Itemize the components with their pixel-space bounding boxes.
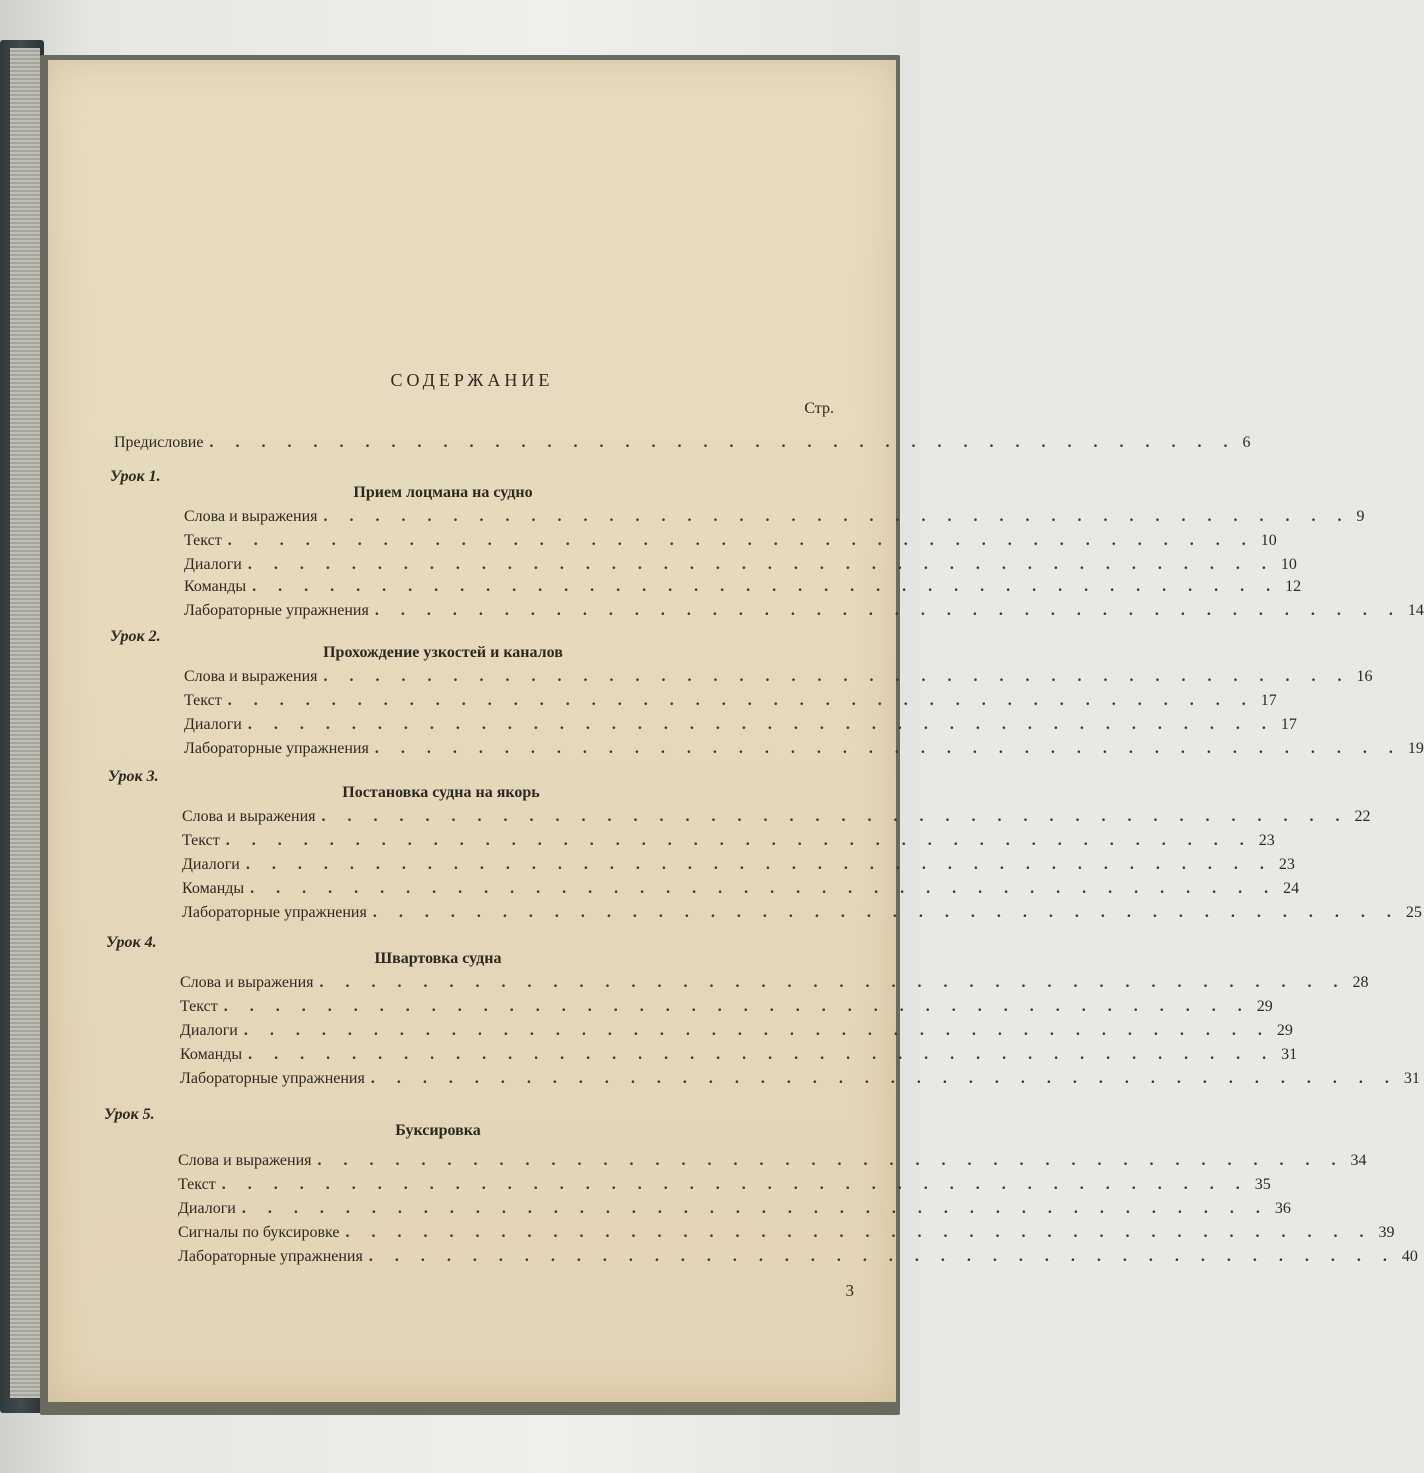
toc-entry (182, 808, 1371, 830)
toc-entry-page: 29 (1256, 998, 1273, 1015)
lesson-label: Урок 2. (110, 628, 161, 645)
toc-entry-label: Слова и выражения (184, 668, 318, 685)
toc-entry-label: Текст (182, 832, 220, 849)
toc-entry-page: 6 (1242, 434, 1251, 451)
toc-entry (180, 1046, 1298, 1068)
toc-entry-page: 9 (1356, 508, 1365, 525)
leader-dots: . . . . . . . . . . . . . . . . . . . . . . . . . . . . . . . . . . . . . . . . (209, 434, 1237, 451)
toc-entry (180, 974, 1369, 996)
toc-entry-label: Команды (184, 578, 247, 595)
leader-dots: . . . . . . . . . . . . . . . . . . . . . . . . . . . . . . . . . . . . . . . . (321, 808, 1349, 825)
leader-dots: . . . . . . . . . . . . . . . . . . . . . . . . . . . . . . . . . . . . . . . . (323, 508, 1351, 525)
lesson-subtitle: Постановка судна на якорь (342, 784, 540, 801)
toc-entry-label: Лабораторные упражнения (180, 1070, 365, 1087)
toc-entry-page: 22 (1354, 808, 1371, 825)
leader-dots: . . . . . . . . . . . . . . . . . . . . . . . . . . . . . . . . . . . . . . . . (227, 532, 1255, 549)
lesson-label: Урок 3. (108, 768, 159, 785)
leader-dots: . . . . . . . . . . . . . . . . . . . . . . . . . . . . . . . . . . . . . . . . (248, 1046, 1276, 1063)
toc-entry-label: Слова и выражения (182, 808, 316, 825)
lesson-label: Урок 1. (110, 468, 161, 485)
leader-dots: . . . . . . . . . . . . . . . . . . . . . . . . . . . . . . . . . . . . . . . . (252, 578, 1280, 595)
toc-entry-page: 14 (1407, 602, 1424, 619)
leader-dots: . . . . . . . . . . . . . . . . . . . . . . . . . . . . . . . . . . . . . . . . (370, 1070, 1398, 1087)
toc-entry-label: Слова и выражения (180, 974, 314, 991)
toc-entry-page: 23 (1278, 856, 1295, 873)
toc-entry (178, 1152, 1367, 1174)
toc-entry-page: 29 (1276, 1022, 1293, 1039)
toc-entry (184, 556, 1297, 578)
toc-entry-page: 31 (1281, 1046, 1298, 1063)
toc-entry-page: 35 (1254, 1176, 1271, 1193)
leader-dots: . . . . . . . . . . . . . . . . . . . . . . . . . . . . . . . . . . . . . . . . (225, 832, 1253, 849)
lesson-subtitle: Швартовка судна (374, 950, 502, 967)
toc-entry-label: Лабораторные упражнения (182, 904, 367, 921)
page-number: 3 (845, 1281, 854, 1300)
toc-entry-label: Диалоги (184, 716, 242, 733)
toc-entry-label: Слова и выражения (178, 1152, 312, 1169)
toc-entry (182, 856, 1295, 878)
leader-dots: . . . . . . . . . . . . . . . . . . . . . . . . . . . . . . . . . . . . . . . . (223, 998, 1251, 1015)
leader-dots: . . . . . . . . . . . . . . . . . . . . . . . . . . . . . . . . . . . . . . . . (241, 1200, 1269, 1217)
toc-entry-label: Текст (178, 1176, 216, 1193)
toc-entry (178, 1200, 1291, 1222)
toc-entry (178, 1248, 1418, 1270)
toc-entry-page: 39 (1378, 1224, 1395, 1241)
table-of-contents (48, 60, 1424, 1402)
book-page (48, 60, 1424, 1402)
toc-entry (184, 668, 1373, 690)
toc-entry-page: 25 (1405, 904, 1422, 921)
toc-entry-page: 24 (1283, 880, 1300, 897)
toc-entry (184, 740, 1424, 762)
toc-entry-preface (114, 434, 1251, 456)
leader-dots: . . . . . . . . . . . . . . . . . . . . . . . . . . . . . . . . . . . . . . . . (368, 1248, 1396, 1265)
toc-entry-label: Сигналы по буксировке (178, 1224, 340, 1241)
toc-entry (178, 1224, 1395, 1246)
toc-entry-label: Диалоги (178, 1200, 236, 1217)
toc-entry (182, 904, 1422, 926)
toc-entry (178, 1176, 1271, 1198)
spine-binding (10, 48, 40, 1398)
toc-entry-label: Диалоги (182, 856, 240, 873)
lesson-subtitle: Буксировка (395, 1122, 481, 1139)
lesson-label: Урок 4. (106, 934, 157, 951)
toc-entry-page: 28 (1352, 974, 1369, 991)
toc-entry-page: 40 (1401, 1248, 1418, 1265)
lesson-subtitle: Прием лоцмана на судно (353, 484, 533, 501)
leader-dots: . . . . . . . . . . . . . . . . . . . . . . . . . . . . . . . . . . . . . . . . (319, 974, 1347, 991)
toc-entry-label: Предисловие (114, 434, 204, 451)
toc-entry-label: Лабораторные упражнения (178, 1248, 363, 1265)
toc-entry-label: Диалоги (184, 556, 242, 573)
toc-entry (184, 716, 1297, 738)
lesson-label: Урок 5. (104, 1106, 155, 1123)
toc-entry-page: 31 (1403, 1070, 1420, 1087)
toc-entry-label: Текст (184, 532, 222, 549)
toc-entry-page: 23 (1258, 832, 1275, 849)
leader-dots: . . . . . . . . . . . . . . . . . . . . . . . . . . . . . . . . . . . . . . . . (247, 556, 1275, 573)
toc-entry-page: 17 (1260, 692, 1277, 709)
toc-entry-page: 36 (1274, 1200, 1291, 1217)
toc-entry-page: 10 (1280, 556, 1297, 573)
toc-entry (180, 1022, 1293, 1044)
toc-entry (184, 578, 1302, 600)
toc-entry (182, 832, 1275, 854)
toc-entry (180, 1070, 1420, 1092)
toc-entry-label: Текст (180, 998, 218, 1015)
toc-entry-label: Лабораторные упражнения (184, 602, 369, 619)
toc-entry-label: Текст (184, 692, 222, 709)
toc-entry-page: 10 (1260, 532, 1277, 549)
toc-entry-page: 12 (1285, 578, 1302, 595)
toc-entry-label: Лабораторные упражнения (184, 740, 369, 757)
toc-entry (184, 692, 1277, 714)
toc-entry-label: Команды (182, 880, 245, 897)
toc-entry-page: 17 (1280, 716, 1297, 733)
toc-entry (184, 508, 1365, 530)
leader-dots: . . . . . . . . . . . . . . . . . . . . . . . . . . . . . . . . . . . . . . . . (317, 1152, 1345, 1169)
toc-entry-label: Слова и выражения (184, 508, 318, 525)
lesson-subtitle: Прохождение узкостей и каналов (323, 644, 563, 661)
toc-entry-label: Команды (180, 1046, 243, 1063)
leader-dots: . . . . . . . . . . . . . . . . . . . . . . . . . . . . . . . . . . . . . . . . (221, 1176, 1249, 1193)
leader-dots: . . . . . . . . . . . . . . . . . . . . . . . . . . . . . . . . . . . . . . . . (323, 668, 1351, 685)
toc-entry-page: 16 (1356, 668, 1373, 685)
toc-entry-page: 34 (1350, 1152, 1367, 1169)
leader-dots: . . . . . . . . . . . . . . . . . . . . . . . . . . . . . . . . . . . . . . . . (372, 904, 1400, 921)
toc-entry-page: 19 (1407, 740, 1424, 757)
leader-dots: . . . . . . . . . . . . . . . . . . . . . . . . . . . . . . . . . . . . . . . . (250, 880, 1278, 897)
leader-dots: . . . . . . . . . . . . . . . . . . . . . . . . . . . . . . . . . . . . . . . . (247, 716, 1275, 733)
leader-dots: . . . . . . . . . . . . . . . . . . . . . . . . . . . . . . . . . . . . . . . . (243, 1022, 1271, 1039)
leader-dots: . . . . . . . . . . . . . . . . . . . . . . . . . . . . . . . . . . . . . . . . (245, 856, 1273, 873)
page-column-label: Стр. (804, 400, 834, 417)
toc-entry-label: Диалоги (180, 1022, 238, 1039)
leader-dots: . . . . . . . . . . . . . . . . . . . . . . . . . . . . . . . . . . . . . . . . (227, 692, 1255, 709)
leader-dots: . . . . . . . . . . . . . . . . . . . . . . . . . . . . . . . . . . . . . . . . (345, 1224, 1373, 1241)
toc-entry (184, 602, 1424, 624)
leader-dots: . . . . . . . . . . . . . . . . . . . . . . . . . . . . . . . . . . . . . . . . (374, 740, 1402, 757)
toc-entry (182, 880, 1300, 902)
toc-title: СОДЕРЖАНИЕ (390, 370, 554, 390)
toc-entry (180, 998, 1273, 1020)
toc-entry (184, 532, 1277, 554)
leader-dots: . . . . . . . . . . . . . . . . . . . . . . . . . . . . . . . . . . . . . . . . (374, 602, 1402, 619)
